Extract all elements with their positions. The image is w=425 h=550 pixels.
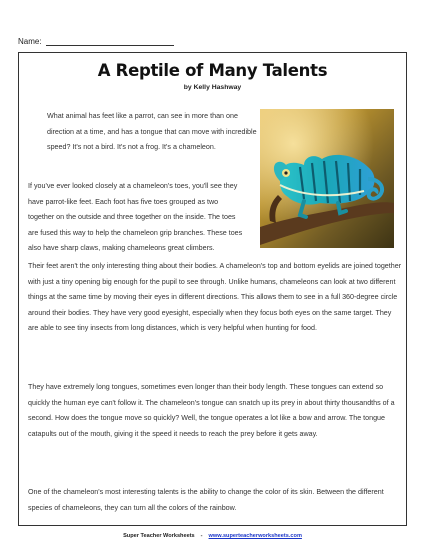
name-underline xyxy=(46,37,174,46)
paragraph-5: One of the chameleon's most interesting talents is the ability to change the color of its skin. Between the different species of chameleons, they can turn all the colors of the rainbow. xyxy=(28,488,384,512)
chameleon-photo xyxy=(260,109,394,248)
paragraph-1: What animal has feet like a parrot, can see in more than one direction at a time, and has a tongue that can move with incredible speed? It's not a bird. It's not a frog. It's a chameleon. xyxy=(47,112,257,152)
worksheet-frame xyxy=(18,52,407,526)
footer xyxy=(0,533,425,539)
name-field xyxy=(18,37,174,46)
name-label: Name: xyxy=(18,37,42,46)
footer-link[interactable]: www.superteacherworksheets.com xyxy=(208,533,302,539)
footer-brand: Super Teacher Worksheets xyxy=(123,533,195,539)
page-title: A Reptile of Many Talents xyxy=(97,61,328,80)
paragraph-3: Their feet aren't the only interesting thing about their bodies. A chameleon's top and bottom eyelids are joined together with just a tiny opening big enough for the pupil to see through. Unlike humans, chameleons can look at two different things at the same time by moving their eyes in different directions. This allows them to see in a full 360-degree circle around their bodies. They have very good eyesight, especially when they focus both eyes on the same target. They are able to see tiny insects from long distances, which is very helpful when hunting for food. xyxy=(28,262,402,333)
author-byline: by Kelly Hashway xyxy=(183,84,242,91)
chameleon-illustration xyxy=(260,109,394,248)
footer-separator: - xyxy=(200,533,203,539)
paragraph-4: They have extremely long tongues, sometimes even longer than their body length. These tongues can extend so quickly the human eye can't follow it. The chameleon's tongue can snatch up its prey in about thirty thousandths of a second. How does the tongue move so quickly? Well, the tongue operates a lot like a bow and arrow. The tongue catapults out of the mouth, giving it the speed it needs to reach the prey before it gets away. xyxy=(28,383,395,438)
paragraph-2: If you've ever looked closely at a chameleon's toes, you'll see they have parrot-like feet. Each foot has five toes grouped as two together on the outside and three together on the inside. The toes are fused this way to help the chameleon grip branches. These toes also have sharp claws, making chameleons great climbers. xyxy=(28,182,243,253)
